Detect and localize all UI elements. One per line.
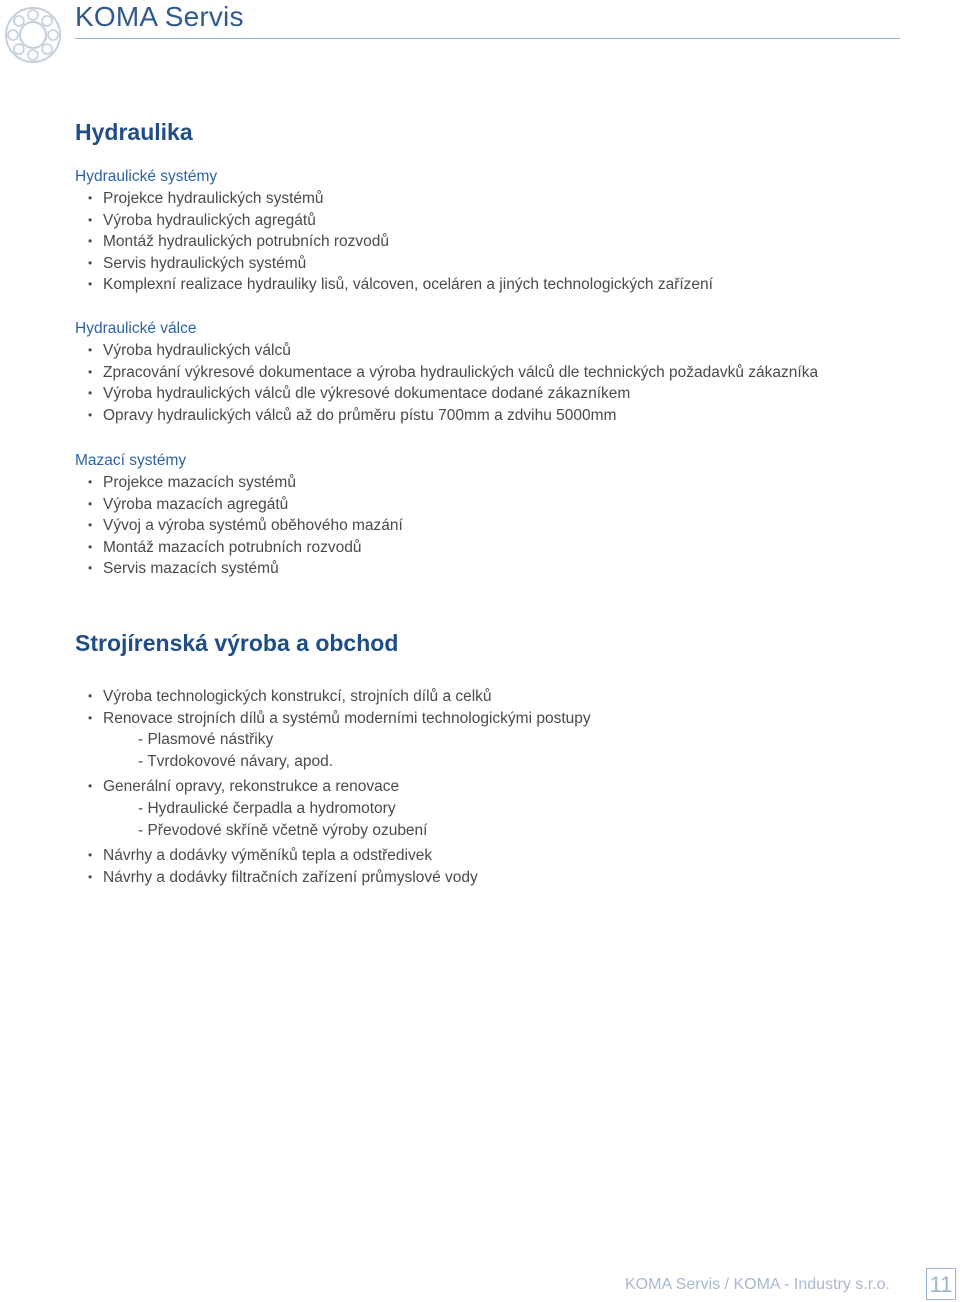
footer-company: KOMA Servis / KOMA - Industry s.r.o. <box>625 1276 890 1293</box>
list-item: • Výroba mazacích agregátů <box>75 494 403 516</box>
bullet-icon: • <box>88 255 93 270</box>
group-title: Mazací systémy <box>75 452 187 469</box>
bullet-icon: • <box>88 496 93 511</box>
sub-item: - Převodové skříně včetně výroby ozubení <box>138 821 428 839</box>
bullet-icon: • <box>88 561 93 576</box>
list-item: • Projekce hydraulických systémů <box>75 188 713 210</box>
bullet-icon: • <box>88 386 93 401</box>
bullet-icon: • <box>88 343 93 357</box>
list-item: • Projekce mazacích systémů <box>75 472 403 494</box>
page-number: 11 <box>926 1268 956 1300</box>
list-item: • Výroba hydraulických válců <box>75 340 818 362</box>
header-divider <box>75 38 900 39</box>
bearing-logo-icon <box>4 6 62 64</box>
bullet-icon: • <box>88 234 93 249</box>
list-item: • Generální opravy, rekonstrukce a renovace - Hydraulické čerpadla a hydromotory - Převodové skříně včetně výroby ozubení <box>75 776 591 841</box>
list-item: • Zpracování výkresové dokumentace a výroba hydraulických válců dle technických požadavků zákazníka <box>75 362 818 384</box>
group-list <box>75 686 591 888</box>
group-title: Hydraulické válce <box>75 320 197 337</box>
list-item: • Servis hydraulických systémů <box>75 253 713 275</box>
list-item: • Výroba hydraulických válců dle výkresové dokumentace dodané zákazníkem <box>75 383 818 405</box>
bullet-icon: • <box>88 518 93 533</box>
bullet-icon: • <box>88 710 93 725</box>
sub-item: - Plasmové nástřiky <box>138 731 274 749</box>
bullet-icon: • <box>88 779 93 794</box>
bullet-icon: • <box>88 277 93 292</box>
section-title-strojirenska: Strojírenská výroba a obchod <box>75 630 399 656</box>
sub-item: - Tvrdokovové návary, apod. <box>138 752 333 770</box>
list-item: • Komplexní realizace hydrauliky lisů, válcoven, oceláren a jiných technologických zařízení <box>75 274 713 296</box>
group-hydraulicke-valce <box>75 318 818 426</box>
list-item: • Montáž hydraulických potrubních rozvodů <box>75 231 713 253</box>
group-list <box>75 340 818 426</box>
bullet-icon: • <box>88 848 93 863</box>
bullet-icon: • <box>88 539 93 554</box>
bullet-icon: • <box>88 475 93 489</box>
group-strojirenska <box>75 686 591 888</box>
group-mazaci-systemy <box>75 450 403 580</box>
list-item: • Návrhy a dodávky výměníků tepla a odstředivek <box>75 845 591 867</box>
group-list <box>75 188 713 296</box>
group-title: Hydraulické systémy <box>75 168 218 185</box>
bullet-icon: • <box>88 869 93 884</box>
list-item: • Výroba technologických konstrukcí, strojních dílů a celků <box>75 686 591 708</box>
group-list <box>75 472 403 580</box>
list-item: • Montáž mazacích potrubních rozvodů <box>75 537 403 559</box>
list-item: • Výroba hydraulických agregátů <box>75 210 713 232</box>
section-title-hydraulika: Hydraulika <box>75 119 193 145</box>
list-item: • Opravy hydraulických válců až do průměru pístu 700mm a zdvihu 5000mm <box>75 405 818 427</box>
bullet-icon: • <box>88 364 93 379</box>
page-header-title: KOMA Servis <box>75 1 244 32</box>
bullet-icon: • <box>88 407 93 422</box>
list-item: • Renovace strojních dílů a systémů moderními technologickými postupy - Plasmové nástřiky - Tvrdokovové návary, apod. <box>75 708 591 773</box>
bullet-icon: • <box>88 212 93 227</box>
sub-item: - Hydraulické čerpadla a hydromotory <box>138 799 396 817</box>
list-item: • Návrhy a dodávky filtračních zařízení průmyslové vody <box>75 867 591 889</box>
list-item: • Vývoj a výroba systémů oběhového mazání <box>75 515 403 537</box>
list-item: • Servis mazacích systémů <box>75 558 403 580</box>
bullet-icon: • <box>88 191 93 205</box>
group-hydraulicke-systemy <box>75 166 713 296</box>
bullet-icon: • <box>88 689 93 703</box>
